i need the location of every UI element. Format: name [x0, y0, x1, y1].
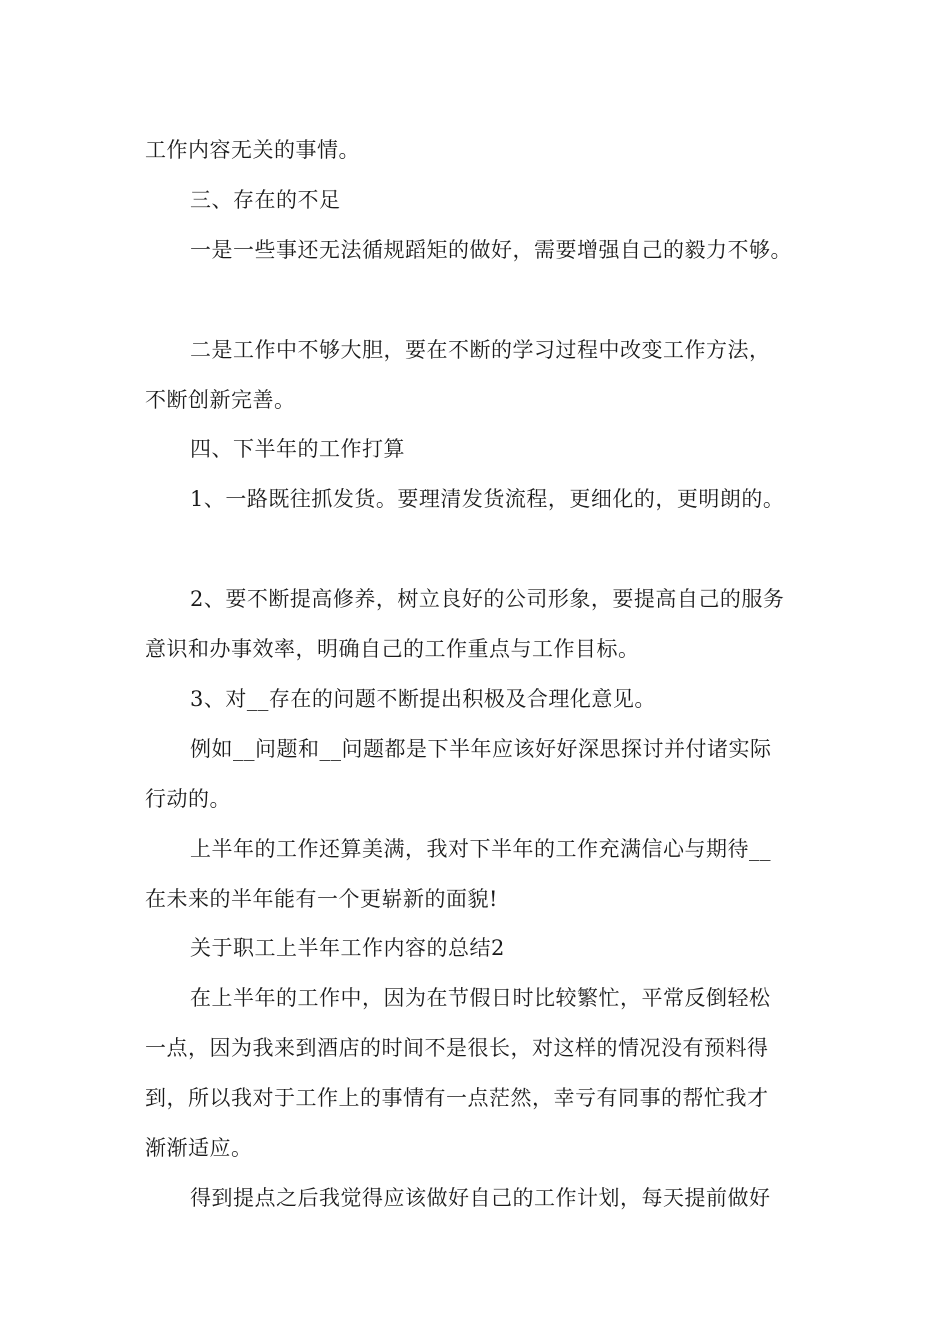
- text-line: 一是一些事还无法循规蹈矩的做好，需要增强自己的毅力不够。: [190, 238, 792, 262]
- section-heading: 四、下半年的工作打算: [190, 437, 405, 461]
- text-line: 到，所以我对于工作上的事情有一点茫然，幸亏有同事的帮忙我才: [145, 1086, 769, 1110]
- text-line: 2、要不断提高修养，树立良好的公司形象，要提高自己的服务: [190, 587, 785, 611]
- section-heading: 关于职工上半年工作内容的总结2: [190, 936, 505, 960]
- text-line: 二是工作中不够大胆，要在不断的学习过程中改变工作方法，: [190, 338, 771, 362]
- text-line: 在未来的半年能有一个更崭新的面貌!: [145, 887, 498, 911]
- text-line: 得到提点之后我觉得应该做好自己的工作计划，每天提前做好: [190, 1186, 771, 1210]
- text-line: 在上半年的工作中，因为在节假日时比较繁忙，平常反倒轻松: [190, 986, 771, 1010]
- text-line: 例如__问题和__问题都是下半年应该好好深思探讨并付诸实际: [190, 737, 772, 761]
- text-line: 一点，因为我来到酒店的时间不是很长，对这样的情况没有预料得: [145, 1036, 769, 1060]
- text-line: 意识和办事效率，明确自己的工作重点与工作目标。: [145, 637, 640, 661]
- text-line: 渐渐适应。: [145, 1136, 253, 1160]
- text-line: 上半年的工作还算美满，我对下半年的工作充满信心与期待__: [190, 837, 771, 861]
- text-line: 工作内容无关的事情。: [145, 138, 360, 162]
- text-line: 3、对__存在的问题不断提出积极及合理化意见。: [190, 687, 656, 711]
- section-heading: 三、存在的不足: [190, 188, 341, 212]
- text-line: 行动的。: [145, 787, 231, 811]
- text-line: 不断创新完善。: [145, 388, 296, 412]
- text-line: 1、一路既往抓发货。要理清发货流程，更细化的，更明朗的。: [190, 487, 785, 511]
